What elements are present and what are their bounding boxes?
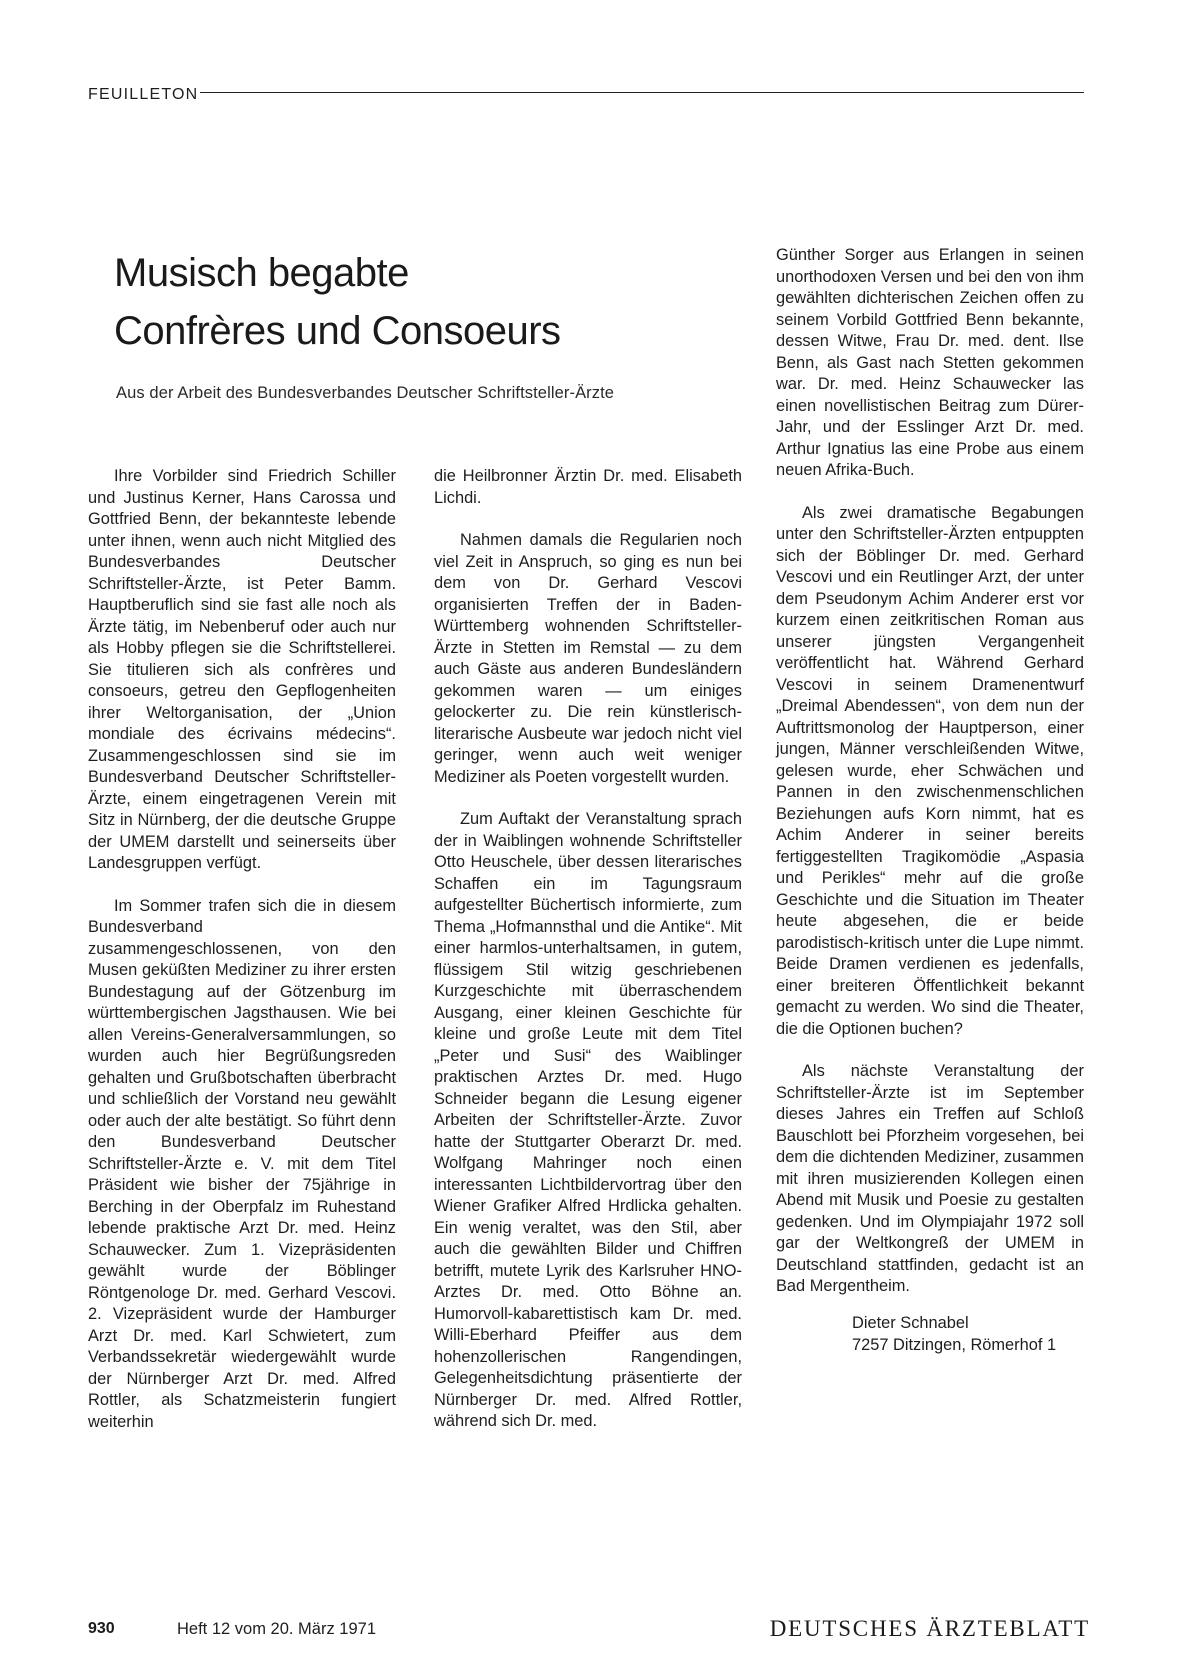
article-paragraph: Zum Auftakt der Veranstaltung sprach der in Waiblingen wohnende Schriftsteller Otto Heuschele, über dessen literarisches Schaffen ein im Tagungsraum aufgestellter Büchertisch informierte, zum Thema „Hofmannsthal und die Antike“. Mit einer harmlos-unterhaltsamen, in gutem, flüssigem Stil witzig geschriebenen Kurzgeschichte mit überraschendem Ausgang, einer kleinen Geschichte für kleine und große Leute mit dem Titel „Peter und Susi“ des Waiblinger praktischen Arztes Dr. med. Hugo Schneider begann die Lesung eigener Arbeiten der Schriftsteller-Ärzte. Zuvor hatte der Stuttgarter Oberarzt Dr. med. Wolfgang Mahringer noch einen interessanten Lichtbildervortrag über den Wiener Grafiker Alfred Hrdlicka gehalten. Ein wenig veraltet, was den Stil, aber auch die gewählten Bilder und Chiffren betrifft, mutete Lyrik des Karlsruher HNO-Arztes Dr. med. Otto Böhne an. Humorvoll-kabarettistisch kam Dr. med. Willi-Eberhard Pfeiffer aus dem hohenzollerischen Rangendingen, Gelegenheitsdichtung präsentierte der Nürnberger Dr. med. Alfred Rottler, während sich Dr. med. (434, 810, 742, 1430)
article-paragraph: Im Sommer trafen sich die in diesem Bundesverband zusammengeschlossenen, von den Musen geküßten Mediziner zu ihrer ersten Bundestagung auf der Götzenburg im württembergischen Jagsthausen. Wie bei allen Vereins-Generalversammlungen, so wurden auch hier Begrüßungsreden gehalten und Grußbotschaften überbracht und schließlich der Vorstand neu gewählt oder auch der alte bestätigt. So führt denn den Bundesverband Deutscher Schriftsteller-Ärzte e. V. mit dem Titel Präsident wie bisher der 75jährige in Berching in der Oberpfalz im Ruhestand lebende praktische Arzt Dr. med. Heinz Schauwecker. Zum 1. Vizepräsidenten gewählt wurde der Böblinger Röntgenologe Dr. med. Gerhard Vescovi. 2. Vizepräsident wurde der Hamburger Arzt Dr. med. Karl Schwietert, zum Verbandssekretär wiedergewählt wurde der Nürnberger Arzt Dr. med. Alfred Rottler, als Schatzmeisterin fungiert weiterhin (88, 896, 396, 1431)
article-title (114, 244, 561, 360)
article-title-line: Musisch begabte (114, 251, 409, 295)
article-paragraph: Als zwei dramatische Begabungen unter den Schriftsteller-Ärzten entpuppten sich der Böblinger Dr. med. Gerhard Vescovi und ein Reutlinger Arzt, der unter dem Pseudonym Achim Anderer erst vor kurzem einen zeitkritischen Roman aus unserer jüngsten Vergangenheit veröffentlicht hat. Während Gerhard Vescovi in seinem Dramenentwurf „Dreimal Abendessen“, von dem nun der Auftrittsmonolog der Hauptperson, einer jungen, Männer verschleißenden Witwe, gelesen wurde, eher Schwächen und Pannen in den zwischenmenschlichen Beziehungen aufs Korn nimmt, hat es Achim Anderer in seiner bereits fertiggestellten Tragikomödie „Aspasia und Perikles“ mehr auf die große Geschichte und die Situation im Theater heute abgesehen, die er beide parodistisch-kritisch unter die Lupe nimmt. Beide Dramen verdienen es jedenfalls, einer breiteren Öffentlichkeit bekannt gemacht zu werden. Wo sind die Theater, die die Optionen buchen? (776, 503, 1084, 1038)
article-paragraph: Günther Sorger aus Erlangen in seinen unorthodoxen Versen und bei den von ihm gewählten dichterischen Zeichen offen zu seinem Vorbild Gottfried Benn bekannte, dessen Witwe, Frau Dr. med. dent. Ilse Benn, als Gast nach Stetten gekommen war. Dr. med. Heinz Schauwecker las einen novellistischen Beitrag zum Dürer-Jahr, und der Esslinger Arzt Dr. med. Arthur Ignatius las eine Probe aus einem neuen Afrika-Buch. (776, 246, 1085, 479)
article-subtitle: Aus der Arbeit des Bundesverbandes Deutscher Schriftsteller-Ärzte (116, 384, 615, 402)
text-column-2 (434, 466, 742, 1433)
issue-info: Heft 12 vom 20. März 1971 (177, 1620, 377, 1638)
author-signature (776, 1312, 1084, 1356)
article-title-line: Confrères und Consoeurs (114, 309, 561, 353)
section-label: FEUILLETON (88, 86, 202, 104)
article-paragraph: Ihre Vorbilder sind Friedrich Schiller und Justinus Kerner, Hans Carossa und Gottfried Benn, der bekannteste lebende unter ihnen, wenn auch nicht Mitglied des Bundesverbandes Deutscher Schriftsteller-Ärzte, ist Peter Bamm. Hauptberuflich sind sie fast alle noch als Ärzte tätig, im Nebenberuf oder auch nur als Hobby pflegen sie die Schriftstellerei. Sie titulieren sich als confrères und consoeurs, getreu den Gepflogenheiten ihrer Weltorganisation, der „Union mondiale des écrivains médecins“. Zusammengeschlossen sind sie im Bundesverband Deutscher Schriftsteller-Ärzte, einem eingetragenen Verein mit Sitz in Nürnberg, der die deutsche Gruppe der UMEM darstellt und seinerseits über Landesgruppen verfügt. (88, 467, 396, 872)
page-number: 930 (88, 1620, 115, 1637)
header-rule (200, 92, 1084, 93)
author-address: 7257 Ditzingen, Römerhof 1 (852, 1335, 1057, 1354)
text-column-1 (88, 466, 396, 1433)
article-paragraph: Als nächste Veranstaltung der Schriftsteller-Ärzte ist im September dieses Jahres ein Treffen auf Schloß Bauschlott bei Pforzheim vorgesehen, bei dem die dichtenden Mediziner, zusammen mit ihren musizierenden Kollegen einen Abend mit Musik und Poesie zu gestalten gedenken. Und im Olympiajahr 1972 soll gar der Weltkongreß der UMEM in Deutschland stattfinden, gedacht ist an Bad Mergentheim. (776, 1062, 1084, 1295)
journal-masthead: DEUTSCHES ÄRZTEBLATT (769, 1616, 1090, 1641)
text-column-3 (776, 245, 1084, 1356)
author-name: Dieter Schnabel (852, 1313, 969, 1332)
article-paragraph: die Heilbronner Ärztin Dr. med. Elisabeth Lichdi. (434, 467, 742, 507)
article-paragraph: Nahmen damals die Regularien noch viel Zeit in Anspruch, so ging es nun bei dem von Dr. Gerhard Vescovi organisierten Treffen der in Baden-Württemberg wohnenden Schriftsteller-Ärzte in Stetten im Remstal — zu dem auch Gäste aus anderen Bundesländern gekommen waren — um einiges gelockerter zu. Die rein künstlerisch-literarische Ausbeute war jedoch nicht viel geringer, wenn auch weit weniger Mediziner als Poeten vorgestellt wurden. (434, 531, 742, 786)
